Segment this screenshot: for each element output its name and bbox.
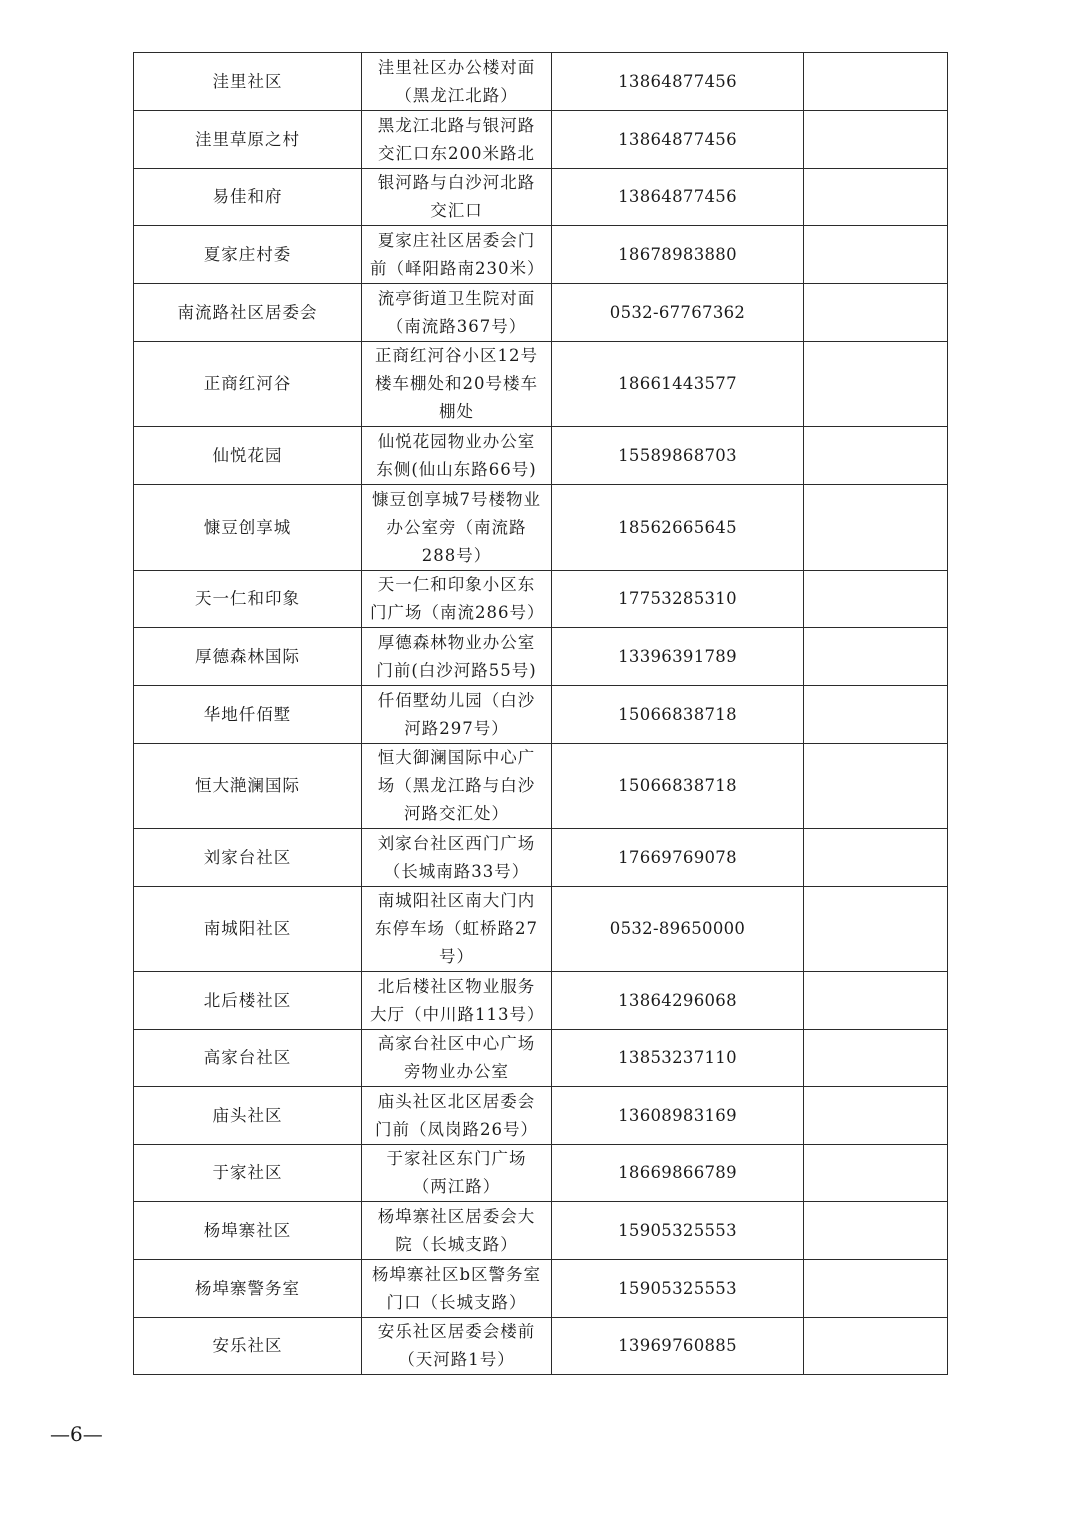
site-name: 正商红河谷 [134, 342, 362, 427]
site-name: 易佳和府 [134, 169, 362, 226]
site-note [804, 1260, 948, 1318]
site-note [804, 1087, 948, 1145]
site-phone: 18661443577 [552, 342, 804, 427]
site-address: 杨埠寨社区b区警务室门口（长城支路） [362, 1260, 552, 1318]
site-name: 夏家庄村委 [134, 226, 362, 284]
site-phone: 13396391789 [552, 628, 804, 686]
table-row [134, 1087, 948, 1145]
site-address: 夏家庄社区居委会门前（峄阳路南230米） [362, 226, 552, 284]
site-phone: 18669866789 [552, 1145, 804, 1202]
site-address: 仟佰墅幼儿园（白沙河路297号） [362, 686, 552, 744]
site-name: 高家台社区 [134, 1030, 362, 1087]
table-row [134, 744, 948, 829]
site-phone: 0532-89650000 [552, 887, 804, 972]
site-address: 仙悦花园物业办公室东侧(仙山东路66号) [362, 427, 552, 485]
site-address: 洼里社区办公楼对面（黑龙江北路） [362, 53, 552, 111]
site-note [804, 628, 948, 686]
site-note [804, 169, 948, 226]
site-name: 南城阳社区 [134, 887, 362, 972]
table-row [134, 972, 948, 1030]
site-phone: 13969760885 [552, 1318, 804, 1375]
site-phone: 13864877456 [552, 111, 804, 169]
site-phone: 13864877456 [552, 53, 804, 111]
site-note [804, 284, 948, 342]
table-row [134, 887, 948, 972]
page-number: —6— [50, 1422, 103, 1446]
table-row [134, 1030, 948, 1087]
site-phone: 17753285310 [552, 571, 804, 628]
site-name: 于家社区 [134, 1145, 362, 1202]
table-row [134, 1145, 948, 1202]
site-name: 洼里草原之村 [134, 111, 362, 169]
table-row [134, 1260, 948, 1318]
site-name: 慷豆创享城 [134, 485, 362, 571]
site-phone: 13864877456 [552, 169, 804, 226]
site-phone: 15905325553 [552, 1202, 804, 1260]
site-note [804, 829, 948, 887]
site-phone: 13608983169 [552, 1087, 804, 1145]
site-name: 安乐社区 [134, 1318, 362, 1375]
site-note [804, 53, 948, 111]
site-note [804, 1145, 948, 1202]
site-note [804, 972, 948, 1030]
site-address: 刘家台社区西门广场（长城南路33号） [362, 829, 552, 887]
table-row [134, 169, 948, 226]
table-row [134, 53, 948, 111]
site-address: 北后楼社区物业服务大厅（中川路113号） [362, 972, 552, 1030]
site-phone: 17669769078 [552, 829, 804, 887]
site-address: 高家台社区中心广场旁物业办公室 [362, 1030, 552, 1087]
table-row [134, 829, 948, 887]
site-note [804, 427, 948, 485]
site-note [804, 1030, 948, 1087]
site-address: 庙头社区北区居委会门前（凤岗路26号） [362, 1087, 552, 1145]
table-row [134, 427, 948, 485]
site-name: 南流路社区居委会 [134, 284, 362, 342]
site-note [804, 1318, 948, 1375]
site-note [804, 744, 948, 829]
table-row [134, 342, 948, 427]
site-note [804, 1202, 948, 1260]
site-note [804, 226, 948, 284]
site-address: 杨埠寨社区居委会大院（长城支路） [362, 1202, 552, 1260]
site-phone: 13864296068 [552, 972, 804, 1030]
site-address: 银河路与白沙河北路交汇口 [362, 169, 552, 226]
site-address: 天一仁和印象小区东门广场（南流286号） [362, 571, 552, 628]
site-name: 厚德森林国际 [134, 628, 362, 686]
site-name: 华地仟佰墅 [134, 686, 362, 744]
site-note [804, 485, 948, 571]
table-row [134, 485, 948, 571]
table-row [134, 571, 948, 628]
site-name: 刘家台社区 [134, 829, 362, 887]
site-address: 厚德森林物业办公室门前(白沙河路55号) [362, 628, 552, 686]
site-note [804, 342, 948, 427]
site-address: 安乐社区居委会楼前（天河路1号） [362, 1318, 552, 1375]
site-name: 恒大滟澜国际 [134, 744, 362, 829]
site-address: 黑龙江北路与银河路交汇口东200米路北 [362, 111, 552, 169]
table-row [134, 226, 948, 284]
site-note [804, 887, 948, 972]
site-name: 洼里社区 [134, 53, 362, 111]
site-phone: 18678983880 [552, 226, 804, 284]
site-phone: 15066838718 [552, 744, 804, 829]
site-note [804, 111, 948, 169]
site-note [804, 571, 948, 628]
site-name: 庙头社区 [134, 1087, 362, 1145]
site-address: 正商红河谷小区12号楼车棚处和20号楼车棚处 [362, 342, 552, 427]
table-row [134, 628, 948, 686]
site-address: 慷豆创享城7号楼物业办公室旁（南流路288号） [362, 485, 552, 571]
site-phone: 13853237110 [552, 1030, 804, 1087]
site-address: 流亭街道卫生院对面（南流路367号） [362, 284, 552, 342]
table-row [134, 1202, 948, 1260]
table-row [134, 284, 948, 342]
site-phone: 15066838718 [552, 686, 804, 744]
testing-sites-table [133, 52, 948, 1375]
site-address: 恒大御澜国际中心广场（黑龙江路与白沙河路交汇处） [362, 744, 552, 829]
site-address: 南城阳社区南大门内东停车场（虹桥路27号） [362, 887, 552, 972]
site-phone: 18562665645 [552, 485, 804, 571]
site-name: 仙悦花园 [134, 427, 362, 485]
site-name: 天一仁和印象 [134, 571, 362, 628]
site-phone: 15589868703 [552, 427, 804, 485]
table-row [134, 1318, 948, 1375]
site-phone: 15905325553 [552, 1260, 804, 1318]
table-row [134, 111, 948, 169]
site-name: 北后楼社区 [134, 972, 362, 1030]
site-name: 杨埠寨社区 [134, 1202, 362, 1260]
table-row [134, 686, 948, 744]
site-note [804, 686, 948, 744]
site-phone: 0532-67767362 [552, 284, 804, 342]
site-address: 于家社区东门广场（两江路） [362, 1145, 552, 1202]
site-name: 杨埠寨警务室 [134, 1260, 362, 1318]
